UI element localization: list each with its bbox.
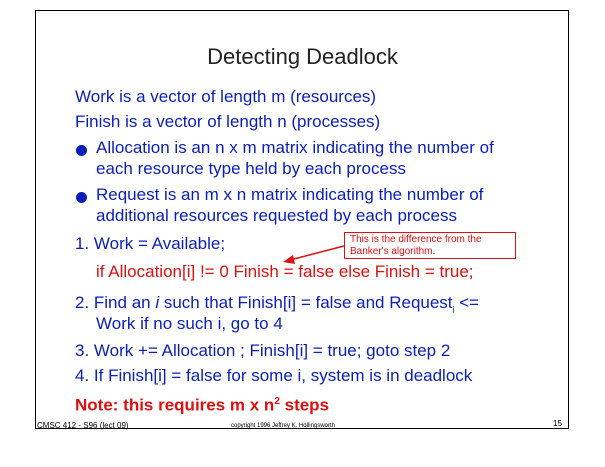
allocation-line-1: Allocation is an n x m matrix indicating the number of (96, 138, 494, 157)
step-2-italic-i: i (155, 293, 160, 312)
footer-course: CMSC 412 - S96 (lect 09) (37, 421, 129, 430)
allocation-line-2: each resource type held by each process (96, 159, 406, 178)
step-1: 1. Work = Available; (75, 234, 226, 253)
step-1-condition: if Allocation[i] != 0 Finish = false else Finish = true; (96, 262, 474, 281)
finish-line: Finish is a vector of length n (processes) (75, 112, 381, 131)
request-line-1: Request is an m x n matrix indicating the number of (96, 185, 484, 204)
step-2-text-b: such that Finish[i] = false and Request (159, 293, 453, 312)
step-2-line-2: Work if no such i, go to 4 (96, 314, 283, 333)
request-line-2: additional resources requested by each process (96, 206, 457, 225)
note-text-a: Note: this requires m x n (75, 395, 275, 415)
note-line (75, 392, 329, 416)
callout-box: This is the difference from the Banker's algorithm. (344, 232, 516, 259)
step-2-subscript: i (452, 304, 455, 315)
step-3: 3. Work += Allocation ; Finish[i] = true; goto step 2 (75, 341, 451, 360)
step-2-text-a: 2. Find an (75, 293, 156, 312)
note-text-b: steps (279, 395, 330, 415)
slide-title: Detecting Deadlock (207, 44, 398, 69)
step-2-text-c: <= (454, 293, 480, 312)
footer-page-number: 15 (553, 419, 562, 428)
footer-copyright: copyright 1996 Jeffrey K. Hollingsworth (231, 423, 335, 429)
work-line: Work is a vector of length m (resources) (75, 87, 377, 106)
step-4: 4. If Finish[i] = false for some i, system is in deadlock (75, 366, 473, 385)
note-superscript: 2 (274, 396, 280, 407)
